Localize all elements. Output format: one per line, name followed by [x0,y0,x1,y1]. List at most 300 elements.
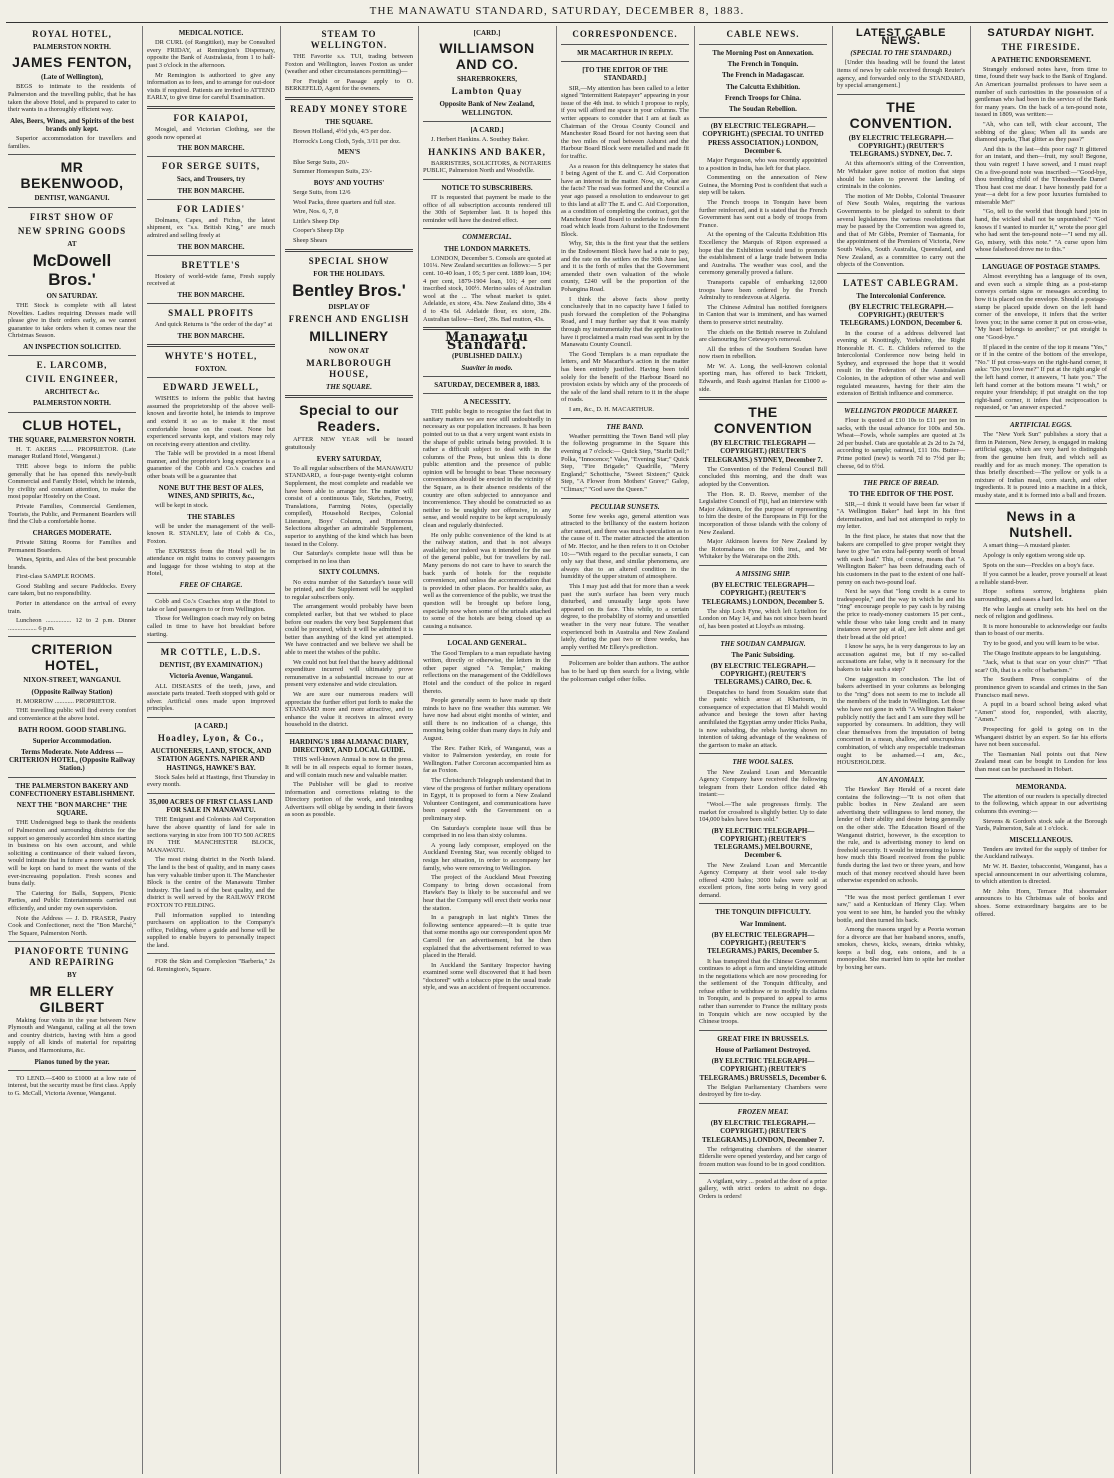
paragraph: Mr Remington is authorized to give any information as to fees, and to arrange for out-door visits if required. Patients are invited to ATTEND EARLY, to give time for careful Examination. [147,71,275,102]
paragraph: "Go, tell to the world that though hand join in hand, the wicked shall not be unpunished." "God knows if I wanted to murder it," wrote the poor girl who had sent the ten-pound note—"I send my all. Go, misery, with this note." "A curse upon him whose falsehood drove me to this." [975,208,1107,254]
paragraph: Hosiery of world-wide fame, Fresh supply received at [147,272,275,288]
headline: ROYAL HOTEL, [32,29,112,39]
headline: DENTIST, WANGANUI. [34,194,110,203]
headline: Superior Accommodation. [32,736,112,745]
paragraph: Mr W. H. Baxter, tobacconist, Wanganui, has a special announcement in our advertising columns, to which attention is directed. [975,863,1107,886]
paragraph: DR CURL (of Rangitikei), may be Consulted every FRIDAY, at Remington's Dispensary, opposite the Bank of Australasia, from 1 to half-past 3 o'clock in the afternoon. [147,39,275,69]
paragraph: And this is the last—this poor rag? It glittered for an instant, and then—fruit, my soul! Begone, thou vain regret! I have sowed, and I must reap! On a five-pound note was inscribed:—"Good-bye, thou trembling child of the Threadneedle Dame! Thou hast cost me dear. I have honestly paid for a year—a debt for a few poor luxuries furnished to miserable Me!" [975,145,1107,206]
headline: MR ELLERY GILBERT [29,982,115,1015]
headline: Manawatu Standard. [445,330,529,353]
headline: PIANOFORTE TUNING AND REPAIRING [14,946,130,968]
paragraph: Wire, Nos. 6, 7, 8 [293,208,339,216]
paragraph: Hope softens sorrow, brightens plain surroundings, and eases a hard lot. [975,588,1107,604]
headline: BATH ROOM. GOOD STABLING. [18,725,126,734]
headline: Sacs, and Trousers, try [176,175,246,184]
headline: THE SQUARE. [326,383,372,392]
headline: FOR LADIES' [176,203,246,214]
paragraph: The Good Templars to a man repudiate having written, directly or otherwise, the letters in the other paper signed "A Templar," making reflections on the management of the Oddfellows Hotel and the conduct of the police in regard thereto. [423,649,551,695]
headline: (BY ELECTRIC TELEGRAPH.—COPYRIGHT.) (REUTER'S TELEGRAMS.) SYDNEY, Dec. 7. [848,133,954,159]
column-rule [8,207,136,208]
column-rule [8,941,136,942]
paragraph: The New Zealand Loan and Mercantile Agency Company at their wool sale to-day offered 4200 bales; 3000 bales were sold at excellent prices, fine sorts being in very good demand. [699,861,827,899]
column-6 [694,26,831,1474]
headline: FOR KAIAPOI, [173,112,249,123]
column-rule [561,418,689,419]
paragraph: Commenting on the annexation of New Guinea, the Morning Post is confident that such a step will be taken. [699,174,827,197]
masthead: THE MANAWATU STANDARD, SATURDAY, DECEMBER 8, 1883. [369,5,745,17]
headline: Terms Moderate. Note Address — CRITERION HOTEL, (Opposite Railway Station.) [8,748,136,773]
column-rule [147,344,275,347]
headline: MEN'S [337,148,361,157]
headline: ON SATURDAY. [46,291,98,300]
column-2-content [143,29,279,974]
headline: SATURDAY, DECEMBER 8, 1883. [434,380,540,389]
headline: MR MACARTHUR IN REPLY. [577,49,673,57]
paragraph: Tenders are invited for the supply of timber for the Auckland railways. [975,845,1107,861]
paragraph: A pupil in a board school being asked what "Amen" stood for, responded, with alacrity, "Amen." [975,701,1107,724]
headline: (BY ELECTRIC TELEGRAPH — COPYRIGHT.) (REUTER'S TELEGRAMS.) SYDNEY, December 7. [703,439,823,464]
paragraph: We could not but feel that the heavy additional expenditure incurred will ultimately prove remunerative in a substantial increase to our at present very extensive and wide circulation. [285,658,413,689]
column-rule [147,106,275,109]
paragraph: Strangely endorsed notes have, from time to time, found their way back to the Bank of England. An American journalist professes to have seen a number of such curiosities in the possession of a gentleman who had been in the service of the Bank for many years. On the back of a ten-pound note, issued in 1809, was written:— [975,65,1107,119]
headline: STEAM TO WELLINGTON. [310,29,388,50]
headline: SIXTY COLUMNS. [318,568,380,577]
column-rule [699,635,827,636]
paragraph: No extra number of the Saturday's issue will be printed, and the Supplement will be supplied to regular subscribers only. [285,578,413,601]
headline: MEDICAL NOTICE. [178,29,244,37]
column-6-content [695,29,831,1200]
headline: ARTIFICIAL EGGS. [1010,420,1072,429]
paragraph: Good Stabling and secure Paddocks. Every care taken, but no responsibility. [8,582,136,598]
headline: SMALL PROFITS [168,308,254,319]
column-rule [147,156,275,157]
paragraph: I am, &c., D. H. MACARTHUR. [569,405,654,413]
paragraph: The most rising district in the North Island. The land is the best of quality, and in many cases has very valuable timber upon it. The Manchester Block is the centre of the Manawatu Timber industry. The land is of the best quality, and the district is well served by the RAILWAY FROM FOXTON TO FEILDING. [147,856,275,909]
paragraph: As a reason for this delinquency he states that I being Agent of the E. and C. Aid Corporation have an interest in the matter. Now, sir, what are the facts? The road was formed and the Council a year ago passed a resolution to endeavour to get to this land at all? The E. and C. Aid Corporation, as a condition of completing the contract, got the Manchester Road Board to undertake to form the road which leads from Ashurst to the Endowment Block. [561,162,689,238]
headline: Opposite Bank of New Zealand, WELLINGTON. [439,100,535,117]
paragraph: Despatches to hand from Souakim state that the panic which arose at Khartoum, in consequence of expectation that El Mahdi would advance and besiege the town after having annihilated the Egyptian army under Hicks Pasha, is now subsiding, the rebels having shown no intention of taking advantage of the weakness of the garrison to make an attack. [699,688,827,749]
headline: FREE OF CHARGE. [179,581,243,590]
headline: THE SQUARE. [325,117,373,126]
paragraph: The Rev. Father Kirk, of Wanganui, was a visitor to Palmerston yesterday, en route for Wellington. Father Corcoran accompanied him as far as Foxton. [423,744,551,775]
paragraph: Some few weeks ago, general attention was attracted to the brilliancy of the eastern horizon after sunset, and there was much speculation as to the cause of it. The matter attracted the attention of Mr. Hector, and he then refers to it on October 10:—"With regard to the peculiar sunsets, I can only say that these, and similar phenomena, are always due to an altered condition in the humidity of the upper stratum of atmosphere. [561,512,689,581]
headline: (BY ELECTRIC TELEGRAPH—COPYRIGHT.) (REUTER'S TELEGRAMS.) LONDON, December 5. [702,581,824,606]
headline: PALMERSTON NORTH. [33,399,111,408]
column-rule [8,1070,136,1071]
column-rule [147,953,275,954]
headline: MARLBOROUGH HOUSE, [306,358,392,380]
headline: THE TONQUIN DIFFICULTY. [715,908,811,917]
headline: News in a Nutshell. [1006,508,1076,541]
column-rule [147,642,275,643]
headline: Lambton Quay [451,86,523,97]
paragraph: In the first place, he states that now that the bakers are compelled to give proper weight they have to give "an extra half-penny worth of bread with each loaf." This, of course, means that "A Wellington Baker" has been defrauding each of his customers in the past to the extent of one half-penny on each two-pound loaf. [837,532,965,586]
column-8-content [971,27,1111,918]
masthead-rule [6,22,1108,23]
paragraph: The "New York Sun" publishes a story that a firm in Paterson, New Jersey, is engaged in making artificial eggs, which are very hard to distinguish from the genuine hen fruit, and which sell as readily and for as much money. The operation is thus briefly described:—The yellow or yolk is a mixture of Indian meal, corn starch, and other ingredients. It is poured into a machine in a thick, mushy state, and it is formed into a ball and frozen. [975,431,1107,499]
paragraph: Full information supplied to intending purchasers on application to the Company's office, Feilding, where a guide and horse will be supplied to enable buyers to personally inspect the land. [147,911,275,949]
paragraph: The Convention of the Federal Council Bill concluded this morning, and the draft was adopted by the Convention. [699,465,827,489]
column-rule [147,377,275,378]
paragraph: FOR the Skin and Complexion "Barberia," 2s 6d. Remington's, Square. [147,958,275,974]
column-rule [423,228,551,229]
headline: The Soudan Rebellion. [729,105,797,114]
paragraph: It is more honourable to acknowledge our faults than to boast of our merits. [975,622,1107,638]
headline: READY MONEY STORE [290,103,408,114]
paragraph: The Catering for Balls, Suppers, Picnic Parties, and Public Entertainments carried out efficiently, and under my own supervision. [8,889,136,912]
paragraph: "He was the most perfect gentleman I ever saw," said a Kentuckian of Henry Clay. When you went to see him, he handed you the whisky bottle, and then turned his back. [837,893,965,924]
headline: AN INSPECTION SOLICITED. [23,342,121,351]
headline: The Panic Subsiding. [731,650,795,659]
paragraph: A young lady composer, employed on the Auckland Evening Star, was recently obliged to resign her situation, in order to accompany her family, who were removing to Wellington. [423,841,551,872]
paragraph: Luncheon ................ 12 to 2 p.m. Dinner .................. 6 p.m. [8,617,136,632]
column-5 [556,26,693,1474]
paragraph: Try to be good, and you will learn to be wise. [983,640,1100,648]
newspaper-columns [4,26,1110,1474]
headline: Ales, Beers, Wines, and Spirits of the best brands only kept. [10,116,134,133]
headline: Suaviter in modo. [461,363,513,372]
paragraph: For Freight or Passage apply to O. BERKEFELD, Agent for the owners. [285,77,413,93]
paragraph: A vigilant, wiry ... posted at the door of a prize gallery, with strict orders to admit no dogs. Orders is orders! [699,1177,827,1200]
paragraph: Dolmans, Capes, and Fichus, the latest shipment, ex "s.s. British King," are much admired and selling freely at [147,216,275,239]
paragraph: Policemen are bolder than authors. The author has to be hard up then search for a living, while the policeman cudgel other folks. [561,660,689,683]
paragraph: Horrock's Long Cloth, 5yds, 3/11 per doz. [293,137,401,145]
paragraph: Wines, Spirits, and Ales of the best procurable brands. [8,556,136,571]
paragraph: BEGS to intimate to the residents of Palmerston and the travelling public, that he has taken the above Hotel, and is prepared to cater to their wants in a thoroughly efficient way. [8,83,136,114]
paragraph: Why, Sir, this is the first year that the settlers in the Endowment Block have had a rate to pay, and the rate on the settlers on the 30th June last, and it is the forth of miles that the Government amended their own valuation of the whole county, £240 will be the proportion of the Pohangina Road. [561,240,689,294]
column-1 [4,26,140,1474]
headline: FOXTON. [195,364,227,373]
headline: JAMES FENTON, [12,54,132,71]
paragraph: In a paragraph in last night's Times the following sentence appeared:—It is quite true that some months ago our correspondent upon Mr Carroll for an advertisement, but he then explained that the advertisement referred to was placed in the Herald. [423,914,551,960]
headline: PALMERSTON NORTH. [33,43,111,51]
column-rule [837,273,965,274]
headline: (BY ELECTRIC TELEGRAPH.—COPYRIGHT.) (REUTER'S TELEGRAMS.) LONDON, December 6. [840,302,962,328]
headline: MEMORANDA. [1015,782,1067,791]
paragraph: He who laughs at cruelty sets his heel on the neck of religion and godliness. [975,605,1107,621]
paragraph: Private Sitting Rooms for Families and Permanent Boarders. [8,538,136,554]
headline: Hoadley, Lyon, & Co., [157,733,265,744]
column-rule [699,753,827,754]
paragraph: THIS well-known Annual is now in the press. It will be in all respects equal to former issues, and will contain much new and valuable matter. [285,756,413,779]
column-rule [561,61,689,62]
paragraph: To all regular subscribers of the MANAWATU STANDARD, a four-page twenty-eight column Supplement, the most complete and readable we have been able to arrange for. The matter will consist of a continuous Tale, Sketches, Poetry, Translations, Farming Notes, (specially compiled), Household Recipes, Colonial Literature, Boys' Column, and Humorous Selections altogether an admirable Supplement, superior to anything of the kind which has been issued in the Colony. [285,464,413,548]
headline: DENTIST, (BY EXAMINATION.) [159,661,263,670]
headline: TO THE EDITOR OF THE POST. [848,490,954,499]
headline: MISCELLANEOUS. [1009,835,1073,844]
headline: E. LARCOMB, [36,360,108,371]
headline: NONE BUT THE BEST OF ALES, WINES, AND SPIRITS, &c., [158,483,264,500]
headline: (PUBLISHED DAILY.) [452,352,522,361]
headline: WHYTE'S HOTEL, [164,350,258,361]
paragraph: People generally seem to have made up their minds to have no fine weather this summer. We have now had about eight months of winter, and still there is no indication of a change, this morning being colder than many days in July and August. [423,697,551,743]
headline: [CARD.] [473,29,501,37]
headline: HANKINS AND BAKER, [428,146,546,157]
headline: [TO THE EDITOR OF THE STANDARD.] [582,66,668,83]
paragraph: Next he says that "long credit is a curse to tradespeople," and the way in which he and his "ring" encourage people to pay cash is by raising the price to ready-money customers 15 per cent., while those who take long credit and in many instances never pay at all, are left alone and get their bread at the old price! [837,588,965,641]
headline: THE SOUDAN CAMPAIGN. [720,639,806,648]
headline: Victoria Avenue, Wanganui. [169,672,253,681]
paragraph: Prospecting for gold is going on in the Whangarei district by an expert. So far his efforts have not been successful. [975,725,1107,749]
paragraph: THE Favorite s.s. TUI, trading between Foxton and Wellington, leaves Foxton as under (weather and other circumstances permitting)— [285,53,413,76]
paragraph: One suggestion in conclusion. The list of bakers advertised in your columns as belonging to the "ring" does not seem to me to include all the members of the trade in Wellington. Let those who have not gone in with "A Wellington Baker" publicly notify the fact and I am sure they will be supported by consumers. In addition, they will clear themselves from the imputation of being concerned in a mean, shallow, and unscrupulous combination, of which any respectable tradesman ought to be ashamed.—I am, &c., HOUSEHOLDER. [837,675,965,767]
paragraph: Transports capable of embarking 12,000 troops have been ordered by the French Admiralty to rendezvous at Algeria. [699,278,827,302]
headline: THE BON MARCHE. [177,186,245,195]
paragraph: THE public begin to recognise the fact that in sanitary matters we are now still undoubtedly in necessary as our population increases. It has been pointed out to us that a very urgent want exists in the shape of public urinals being provided. It is rather a difficult subject to deal with in the columns of the Press, but unless this is done public attention and the presence of public opinion will be brought to bear. These necessary conveniences should be erected in the vicinity of the Square, as is their absence residents of the country are often subjected to annoyance and inconvenience. They should be constructed so as neither to be unsightly nor offensive, in any sense, and would require to be kept scrupulously clean and regularly disinfected. [423,408,551,530]
paragraph: THE Emigrant and Colonists Aid Corporation have the above quantity of land for sale in sections varying in size from 100 TO 500 ACRES IN THE MANCHESTER BLOCK, MANAWATU. [147,816,275,854]
paragraph: The Tasmanian Nail points out that New Zealand meat can be bought in London for less than meat can be purchased in Hobart. [975,750,1107,773]
headline: McDowell Bros.' [32,250,112,289]
headline: French Troops for China. [725,93,801,102]
headline: The Intercolonial Conference. [856,291,946,300]
headline: AN ANOMALY. [877,775,925,784]
paragraph: Summer Homespun Suits, 23/- [293,168,372,176]
paragraph: I know he says, he is very dangerous to lay an accusation against me, but if my so-called accusations are false, why is it necessary for the bakers to take such a step? [837,643,965,674]
column-rule [699,44,827,45]
paragraph: First-class SAMPLE ROOMS. [16,573,96,581]
column-rule [837,402,965,403]
paragraph: will be kept in stock. [155,502,209,510]
paragraph: The EXPRESS from the Hotel will be in attendance on night trains to convey passengers and luggage for those wishing to stop at the Hotel, [147,547,275,578]
column-rule [285,733,413,734]
headline: Bentley Bros.' [292,280,406,300]
column-4 [418,26,555,1474]
column-rule [147,593,275,594]
paragraph: Serge Suits, from 12/6 [293,188,351,196]
headline: (SPECIAL TO THE STANDARD.) [850,49,952,58]
headline: A NECESSITY. [463,397,511,406]
headline: NOW ON AT [328,346,370,355]
column-rule [147,255,275,256]
column-rule [837,474,965,475]
paragraph: The attention of our readers is specially directed to the following, which appear in our advertising columns this evening:— [975,792,1107,815]
paragraph: The arrangement would probably have been completed earlier, but that we wished to place before our readers the very best Supplement that could be procured, which it will be admitted it is better than anything of the kind yet attempted. We have contracted and we believe we shall be able to meet the wishes of the public. [285,603,413,656]
paragraph: The Table will be provided in a most liberal manner, and the proprietor's long experience is a guarantee of the Cobb and Co.'s coaches and other boats will be a guarantee that [147,450,275,481]
paragraph: Weather permitting the Town Band will play the following programme in the Square this evening at 7 o'clock:— Quick Step, "Starlit Dell;" Polka, "Innocence;" Valse, "Evening Star;" Quick Step, "Fire Brigade;" Quadrille, "Merry England;" Schottische, "Sweet Sixteen;" Quick Step, "A Flower from Mothers' Grave;" Galop, "Climax;" "God save the Queen." [561,432,689,493]
headline: THE WOOL SALES. [732,758,794,767]
paragraph: THE Undersigned begs to thank the residents of Palmerston and surrounding districts for the support so generously accorded him since starting in business on his own account, and while soliciting a continuance of their valued favors, would intimate that in future a more varied stock will be kept on hand to meet the wants of the ever-increasing population. Fresh scones and buns daily. [8,819,136,888]
headline: 35,000 ACRES OF FIRST CLASS LAND FOR SALE IN MANAWATU. [149,797,273,815]
column-rule [147,793,275,794]
paragraph: TO LEND.—£400 to £1000 at a low rate of interest, but the security must be first class. Apply to G. McCall, Victoria Avenue, Wanganui. [8,1074,136,1097]
paragraph: "Wool.—The sale progresses firmly. The market for crossbred is slightly better. Up to date 104,000 bales have been sold." [699,800,827,824]
column-rule [699,565,827,566]
paragraph: At the opening of the Calcutta Exhibition His Excellency the Marquis of Ripon expressed a hope that the Exhibition would tend to promote the establishment of a large trade between India and Australia. The weather was cool, and the ceremony generally proved a failure. [699,231,827,277]
paragraph: ALL DISEASES of the teeth, jaws, and associate parts treated. Teeth stopped with gold or silver. Artificial ones made upon improved principles. [147,682,275,713]
headline: (BY ELECTRIC TELEGRAPH—COPYRIGHT.) (REUTER'S TELEGRAMS.) MELBOURNE, December 6. [711,826,815,860]
column-rule [423,634,551,635]
headline: THE BON MARCHE. [177,144,245,153]
headline: A MISSING SHIP. [735,569,791,578]
paragraph: The chiefs on the British reserve in Zululand are clamouring for Cetewayo's removal. [699,328,827,344]
paragraph: The Southern Press complains of the prominence given to scandal and crimes in the San Francisco mail news. [975,676,1107,699]
paragraph: Major Fergusson, who was recently appointed to a position in India, has left for that place. [699,157,827,172]
headline: LOCAL AND GENERAL. [447,639,527,648]
paragraph: The French troops in Tonquin have been further reinforced, and it is stated that the French Government has sent out a body of troops from France. [699,199,827,229]
paragraph: IT is requested that payment be made to the office of all subscription accounts rendered till the 30th of September last. It is hoped this reminder will have the desired effect. [423,194,551,224]
paragraph: Those for Wellington coach may rely on being called in time to have hot breakfast before starting. [147,615,275,638]
headline: FROZEN MEAT. [737,1108,789,1117]
column-7 [832,26,969,1474]
paragraph: The Otago Institute appears to be languishing. [983,649,1102,657]
headline: THE BON MARCHE. [177,290,245,299]
headline: SHAREBROKERS, [456,75,518,84]
paragraph: At this afternoon's sitting of the Convention, Mr Whitaker gave notice of motion that steps should be taken to prevent the landing of criminals in the colonies. [837,160,965,191]
paragraph: We are sure our numerous readers will appreciate the further effort put forth to make the STANDARD more and more attractive, and to enhance the value it receives in almost every household in the district. [285,690,413,729]
headline: WELLINGTON PRODUCE MARKET. [844,406,958,415]
paragraph: Making four visits in the year between New Plymouth and Wanganui, calling at all the town and country districts, having with him a good supply of all kinds of material for repairing Pianos, and Harmoniums, &c. [8,1016,136,1054]
headline: (BY ELECTRIC TELEGRAPH—COPYRIGHT.) (REUTER'S TELEGRAMS.) PARIS, December 5. [707,930,819,956]
column-3 [280,26,417,1474]
headline: THE BON MARCHE. [177,242,245,251]
paragraph: Superior accommodation for travellers and families. [8,135,136,150]
paragraph: H. T. AKERS ........ PROPRIETOR. (Late manager Rutland Hotel, Wanganui.) [8,445,136,461]
headline: The French in Tonquin. [727,60,799,69]
paragraph: The New Zealand Loan and Mercantile Agency Company have received the following telegram from their London office dated 4th instant:— [699,768,827,799]
headline: SPECIAL SHOW [308,255,390,266]
headline: COMMERCIAL. [462,233,512,242]
headline: CLUB HOTEL, [22,416,122,433]
paragraph: The project of the Auckland Meat Freezing Company to bring down occasional from Hawke's Bay is likely to be successful and we hear that the Company will erect their works near the station. [423,874,551,912]
paragraph: I think the above facts show pretty conclusively that in no capacity have I failed to push forward the completion of the Pohangina Road, and I may further say that it was mainly through my instrumentality that the application to have it proclaimed a main road was sent in by the Manawatu County Council. [561,295,689,349]
paragraph: Cooper's Sheep Dip [293,227,344,235]
headline: THE FIRESIDE. [1001,41,1081,52]
column-rule [285,97,413,100]
column-rule [423,393,551,394]
column-8 [970,26,1111,1474]
headline: (Late of Wellington), [41,73,103,82]
headline: CIVIL ENGINEER, [25,374,119,385]
headline: PECULIAR SUNSETS. [590,502,660,511]
paragraph: Spots on the sun—Freckles on a boy's face. [983,561,1095,569]
headline: THE SQUARE, PALMERSTON NORTH. [8,435,136,444]
paragraph: The Belgian Parliamentary Chambers were destroyed by fire to-day. [699,1083,827,1099]
paragraph: In Auckland the Sanitary Inspector having examined some well discovered that it had been "doctored" with a tobacco pipe in the usual trade style, and was an accident of frequent occurrence. [423,961,551,992]
column-rule [975,778,1107,779]
column-rule [699,903,827,904]
column-rule [8,777,136,778]
headline: ARCHITECT &c. [44,388,100,397]
column-rule [699,1030,827,1031]
paragraph: THE Stock is complete with all latest Novelties. Ladies requiring Dresses made will please give in their orders early, as we cannot guarantee to take orders when it comes near the Christmas Season. [8,301,136,340]
paragraph: SIR,—My attention has been called to a letter signed "Intermittent Ratepayer" appearing in your issue of the 4th inst. to which I propose to reply, if you will afford me space in your columns. The writer appears to consider that I am at fault as Chairman of the Oroua County Council and Manchester Road Board for not having seen that the two miles of road between Ashurst and the Harbour Board Block were metalled and made fit for traffic. [561,84,689,160]
headline: CABLE NEWS. [726,29,800,39]
headline: THE PALMERSTON BAKERY AND CONFECTIONERY ESTABLISHMENT. [9,781,135,798]
headline: THE BON MARCHE. [177,331,245,340]
paragraph: The Hawkes' Bay Herald of a recent date contains the following:—"It is not often that public bodies in New Zealand are seen advertising their willingness to lend money, the lender of their ability and desire being generally on the other side. The Education Board of the Wanganui district, however, is the exception to the rule, and is advertising money to lend on freehold security. It would be interesting to know how much this Board received from the public funds during the last two or three years, and how much of that money received should have been otherwise expended on schools. [837,786,965,885]
headline: DISPLAY OF [328,302,370,311]
paragraph: The Hon. R. D. Reeve, member of the Legislative Council of Fiji, had an interview with Major Atkinson, for the purpose of representing to him the desire of the Europeans in Fiji for the incorporation of those islands with the colony of New Zealand. [699,490,827,536]
headline: FIRST SHOW OF [29,211,115,222]
headline: FOR SERGE SUITS, [161,161,261,172]
headline: (BY ELECTRIC TELEGRAPH.—COPYRIGHT.) (SPECIAL TO UNITED PRESS ASSOCIATION.) LONDON, December 6. [702,122,824,155]
column-rule [285,395,413,398]
paragraph: It has transpired that the Chinese Government continues to adopt a firm and unyielding attitude in the negotiations which are now proceeding for the settlement of the Tonquin difficulty, and refuse either to withdraw or to modify its claims in Tonquin, and is prepared to appeal to arms rather than surrender to France the military posts in Tonquin which are now occupied by the Chinese troops. [699,957,827,1026]
column-rule [837,771,965,772]
column-rule [147,303,275,304]
paragraph: J. Herbert Hankins. A. Southey Baker. [431,136,529,144]
headline: NOTICE TO SUBSCRIBERS. [441,183,533,192]
paragraph: The ship Loch Fyne, which left Lyttelton for London on May 14, and has not since been heard of, has been posted at Lloyd's as missing. [699,607,827,630]
paragraph: Wool Packs, three quarters and full size. [293,198,396,206]
paragraph: "Ah, who can tell, with clear account, The sobbing of the glass; When all its sands are diamond sparks, That glitter as they pass?" [975,120,1107,144]
paragraph: And quick Returns is "the order of the day" at [155,321,273,329]
paragraph: In the course of a address delivered last evening at Knottingly, Yorkshire, the Right Honorable H. C. E. Childers referred to the Intercolonial Conference now being held in Sydney, and expressed the hope that it would result in the Federation of the Australasian Colonies, in the adoption of other wise and well regulated measures, having for their aim the extension of British influence and commerce. [837,329,965,398]
column-rule [561,655,689,656]
paragraph: Stevens & Gordon's stock sale at the Borough Yards, Palmerston, Sale at 1 o'clock. [975,817,1107,833]
headline: The Calcutta Exhibition. [725,82,801,91]
column-rule [837,94,965,95]
paragraph: If you cannot be a leader, prove yourself at least a reliable stand-bver. [975,571,1107,586]
paragraph: Almost everything has a language of its own, and even such a simple thing as a post-stamp conveys certain signs or messages according to how it is placed on the envelope. Should a postage-stamp be placed upside down on the left hand corner of the envelope, it infers that the writer loves you; in the same corner it put on cross-wise, "My heart belongs to another;" or put straight is one "Good-bye." [975,273,1107,341]
paragraph: Among the reasons urged by a Peoria woman for a divorce are that her husband snores, snuffs, smokes, chews, kicks, swears, drinks whisky, keeps a bull dog, eats onions, and is a monopolist. She married him to spite her mother by boxing her ears. [837,926,965,972]
headline: NEW SPRING GOODS [17,225,127,236]
paragraph: SIR,—I think it would have been far wiser if "A Wellington Baker" had kept in his first determination, and had not attempted to reply to my letter. [837,500,965,531]
column-3-content [281,29,417,819]
headline: THE BAND. [606,422,644,431]
column-rule [561,498,689,499]
headline: THE PRICE OF BREAD. [863,479,939,488]
headline: CRITERION HOTEL, [31,641,113,674]
headline: FOR THE HOLIDAYS. [313,269,385,278]
column-rule [699,1173,827,1174]
headline: Special to our Readers. [299,402,399,435]
paragraph: The Publisher will be glad to receive information and corrections relating to the Directory portion of the work, and intending Advertisers will oblige by sending in their favors as soon as possible. [285,781,413,819]
headline: FRENCH AND ENGLISH [288,313,410,324]
headline: THE LONDON MARKETS. [443,244,531,253]
column-7-content [833,27,969,972]
paragraph: Cobb and Co.'s Coaches stop at the Hotel to take or land passengers to or from Wellington. [147,598,275,613]
column-rule [975,416,1107,417]
paragraph: Mosgiel, and Victorian Clothing, see the goods now opened at [147,125,275,141]
headline: GREAT FIRE IN BRUSSELS. [717,1034,809,1043]
paragraph: Brown Holland, 4½d yds, 4/3 per doz. [293,128,391,136]
paragraph: Porter in attendance on the arrival of every train. [8,600,136,615]
paragraph: The Christchurch Telegraph understand that in view of the progress of further military operations in Egypt, it is proposed to form a New Zealand Volunteer Contingent, and communications have been opened with the Government on a preliminary step. [423,777,551,823]
paragraph: Sheep Shears [293,236,328,244]
paragraph: On Saturday's complete issue will thus be comprised in no less than sixty columns. [423,824,551,840]
column-rule [975,258,1107,259]
column-rule [8,412,136,413]
column-rule [8,355,136,356]
paragraph: [Under this heading will be found the latest items of news by cable received through Reuter's agency, and forwarded only to the STANDARD, by special arrangement.] [837,59,965,90]
headline: [A CARD.] [194,721,228,730]
paragraph: This I may just add that for more than a week past the sun's surface has been very much disturbed, and unusually large spots have appeared on its face. This while, to a certain degree, to the probability of stormy and unsettled weather in the very near future. The weather experienced both in Australia and New Zealand lately, during the past two or three weeks, has amply verified Mr Ellery's prediction. [561,583,689,651]
paragraph: WISHES to inform the public that having assumed the proprietorship of the above well-known and favorite hotel, he intends to improve and extend it so as to make it the most comfortable house on the coast. None but experienced servants kept, and visitors may rely on receiving every attention and civility. [147,395,275,448]
headline: BY [67,971,77,980]
paragraph: Flour is quoted at £10 10s to £11 per ton in sacks, with the usual advance for 100s and 50s. Wheat—Fowls, whole samples are quoted at 3s 2d per bushel. Oats are quotable at 2s 2d to 2s 7d, according to sample; oatmeal, £11 10s. Butter—Prime potted (new) is worth 7d to 7½d per lb; cheese, 6d to 6½d. [837,417,965,470]
headline: BOYS' AND YOUTHS' [313,178,385,187]
headline: Pianos tuned by the year. [34,1057,110,1066]
column-5-content [557,29,693,683]
paragraph: All the tribes of the Southern Soudan have now risen in rebellion. [699,345,827,361]
headline: MR BEKENWOOD, [20,159,124,192]
paragraph: If placed in the centre of the top it means "Yes," or if in the centre of the bottom of the envelope, "No." If put cross-ways on the right-hand corner, it asks: "Do you love me?" If put at the right angle of the left hand corner, it answers, "I hate you." The left hand corner at the bottom means "I wish," or require your friendship; if put straight on the top right-hand corner, it infers that reciprocation is requested, or "an answer expected." [975,343,1107,412]
paragraph: Apology is only egotism wrong side up. [983,552,1086,560]
paragraph: THE above begs to inform the public generally that he has opened this newly-built Commercial and Family Hotel, which he intends, by civility and constant attention, to make the most popular Hostelry on the Coast. [8,462,136,501]
headline: NIXON-STREET, WANGANUI. [23,676,121,685]
column-rule [699,397,827,400]
headline: AUCTIONEERS, LAND, STOCK, AND STATION AGENTS. NAPIER AND HASTINGS, HAWKE'S BAY. [150,747,272,772]
headline: THE CONVENTION. [849,98,953,131]
headline: LATEST CABLEGRAM. [843,277,959,288]
paragraph: THE travelling public will find every comfort and convenience at the above hotel. [8,707,136,723]
headline: SATURDAY NIGHT. [987,27,1095,39]
headline: HARDING'S 1884 ALMANAC DIARY, DIRECTORY, AND LOCAL GUIDE. [289,737,409,755]
headline: [A CARD.] [470,125,504,134]
paragraph: Mr John Horn, Terrace Hut shoemaker announces to his Christmas sale of books and shoes. Some extraordinary bargains are to be offered. [975,887,1107,918]
headline: House of Parliament Destroyed. [715,1046,811,1055]
